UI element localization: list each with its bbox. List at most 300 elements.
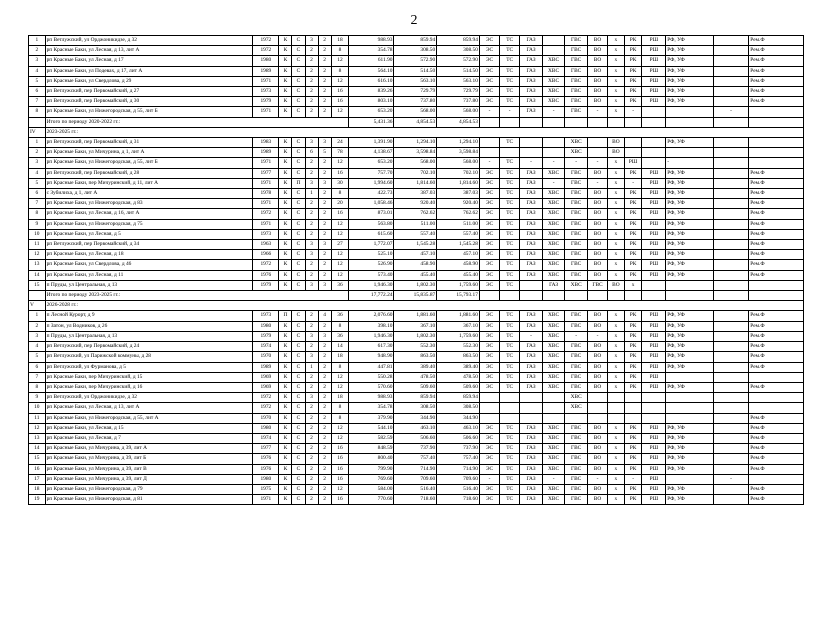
table-cell: ТС (500, 433, 520, 443)
table-cell: п Лесной Курорт, д 9 (45, 311, 253, 321)
table-cell: 2 (318, 270, 331, 280)
table-cell: - (542, 474, 565, 484)
table-cell (666, 393, 713, 403)
table-cell: РК (624, 433, 642, 443)
table-cell: х (608, 495, 625, 505)
table-cell (479, 117, 499, 127)
table-cell: 2 (318, 403, 331, 413)
table-cell: 557.40 (437, 229, 480, 239)
table-cell: 12 (29, 423, 46, 433)
table-cell: РК (624, 454, 642, 464)
table-cell: 2 (305, 46, 318, 56)
table-cell: 1,881.60 (437, 311, 480, 321)
table-cell: 568.00 (437, 107, 480, 117)
table-cell: РК (624, 270, 642, 280)
table-cell: - (479, 158, 499, 168)
table-cell: 1,946.30 (349, 331, 394, 341)
table-cell: 12 (331, 382, 349, 392)
table-cell: 2 (305, 474, 318, 484)
table-cell: - (666, 158, 713, 168)
table-cell: 511.00 (394, 219, 437, 229)
table-row (29, 423, 804, 433)
table-cell (624, 413, 642, 423)
table-row (29, 454, 804, 464)
table-cell: С (292, 393, 305, 403)
table-cell: 379.90 (349, 413, 394, 423)
table-cell: ТС (500, 423, 520, 433)
section-number: IV (29, 127, 46, 137)
table-cell: ГВС (565, 484, 588, 494)
table-cell: рп Красные Баки, ул Нижегородская, д 55, лит А (45, 413, 253, 423)
table-cell: 447.81 (349, 362, 394, 372)
table-cell: ХВС (542, 454, 565, 464)
table-cell: ГАЗ (520, 495, 543, 505)
table-cell (749, 148, 804, 158)
table-cell: х (608, 321, 625, 331)
table-cell: РК (624, 97, 642, 107)
table-cell: 526.90 (349, 260, 394, 270)
table-cell: ТС (500, 178, 520, 188)
table-cell: ГВС (565, 87, 588, 97)
page-number: 2 (410, 13, 418, 28)
table-cell: ГВС (565, 474, 588, 484)
table-cell: ХВС (542, 97, 565, 107)
table-cell (29, 291, 46, 301)
table-cell: РШ (642, 433, 666, 443)
table-row (29, 342, 804, 352)
table-cell: - (624, 474, 642, 484)
table-cell: С (292, 342, 305, 352)
table-cell: 36 (331, 331, 349, 341)
table-cell: ХВС (565, 280, 588, 290)
table-cell: х (608, 229, 625, 239)
table-cell (749, 280, 804, 290)
table-cell: РК (624, 495, 642, 505)
table-row (29, 362, 804, 372)
table-cell: РШ (642, 382, 666, 392)
table-cell: 36 (331, 311, 349, 321)
table-cell: 1989 (253, 66, 279, 76)
table-cell (520, 403, 543, 413)
table-cell: 1,545.28 (394, 240, 437, 250)
table-row (29, 260, 804, 270)
table-cell: 1971 (253, 158, 279, 168)
table-cell: РК (624, 36, 642, 46)
table-cell: рп Красные Баки, ул Нижегородская, д 75 (45, 219, 253, 229)
table-cell: 582.59 (349, 433, 394, 443)
table-cell: 557.40 (394, 229, 437, 239)
table-cell (666, 474, 713, 484)
table-cell: РФ, УФ (666, 342, 713, 352)
table-cell: ГАЗ (520, 484, 543, 494)
table-cell: Рем.Ф (749, 87, 804, 97)
table-cell: 2 (318, 158, 331, 168)
table-cell: 389.40 (394, 362, 437, 372)
table-cell: 611.90 (349, 56, 394, 66)
table-cell: 525.10 (349, 250, 394, 260)
table-row (29, 403, 804, 413)
table-cell: С (292, 76, 305, 86)
table-cell: 563.10 (394, 76, 437, 86)
table-cell: РШ (642, 240, 666, 250)
table-cell: 308.50 (437, 46, 480, 56)
table-cell: ЭС (479, 36, 499, 46)
table-cell: Рем.Ф (749, 76, 804, 86)
table-cell: рп Ветлужский, ул Орджоникидзе, д 32 (45, 393, 253, 403)
table-cell: ЭС (479, 382, 499, 392)
table-cell: 8 (331, 66, 349, 76)
table-cell: Рем.Ф (749, 56, 804, 66)
table-cell: РШ (642, 250, 666, 260)
table-cell: РШ (642, 321, 666, 331)
table-cell: РФ, УФ (666, 87, 713, 97)
table-cell: рп Красные Баки, ул Подевах, д 17, лит А (45, 66, 253, 76)
table-cell: К (279, 362, 292, 372)
table-cell: 1 (29, 138, 46, 148)
table-cell: х (608, 76, 625, 86)
period-total-value: 17,772.24 (349, 291, 394, 301)
table-cell: - (542, 178, 565, 188)
table-cell: - (500, 107, 520, 117)
table-cell: 3 (318, 240, 331, 250)
table-cell: РФ, УФ (666, 464, 713, 474)
table-row (29, 484, 804, 494)
table-cell: ХВС (542, 372, 565, 382)
table-cell: ЭС (479, 229, 499, 239)
table-cell: 737.90 (394, 444, 437, 454)
table-cell: Рем.Ф (749, 46, 804, 56)
table-cell: С (292, 209, 305, 219)
table-cell: 457.10 (394, 250, 437, 260)
table-cell: ЭС (479, 260, 499, 270)
table-cell: К (279, 423, 292, 433)
table-cell (542, 117, 565, 127)
table-cell: Рем.Ф (749, 362, 804, 372)
table-cell: ГАЗ (520, 209, 543, 219)
table-row (29, 464, 804, 474)
table-cell: РК (624, 444, 642, 454)
table-cell: ЭС (479, 270, 499, 280)
table-cell: ХВС (565, 403, 588, 413)
table-cell: ЭС (479, 454, 499, 464)
table-cell: 12 (331, 433, 349, 443)
table-cell: 9 (29, 393, 46, 403)
table-cell: 1971 (253, 76, 279, 86)
table-cell: ЭС (479, 199, 499, 209)
table-cell: 8 (331, 403, 349, 413)
table-cell: 1973 (253, 311, 279, 321)
table-cell: РШ (642, 464, 666, 474)
table-cell: 2 (318, 454, 331, 464)
table-cell: Рем.Ф (749, 495, 804, 505)
period-total-value: 15,793.17 (437, 291, 480, 301)
table-cell: рп Красные Баки, пер Мичуринский, д 16 (45, 382, 253, 392)
table-cell: 1989 (253, 148, 279, 158)
table-cell: ГАЗ (520, 423, 543, 433)
table-cell: К (279, 240, 292, 250)
table-cell: С (292, 36, 305, 46)
table-cell: РФ, УФ (666, 66, 713, 76)
table-cell: ВО (587, 444, 607, 454)
table-cell (479, 148, 499, 158)
table-cell: ЭС (479, 178, 499, 188)
table-cell: рп Красные Баки, ул Нижегородская, д 55, лит Б (45, 158, 253, 168)
table-cell: ХВС (565, 393, 588, 403)
table-cell: 16 (331, 464, 349, 474)
table-cell: 718.60 (394, 495, 437, 505)
table-cell: С (292, 454, 305, 464)
table-cell: ТС (500, 158, 520, 168)
table-cell: 6 (29, 362, 46, 372)
table-cell: Рем.Ф (749, 199, 804, 209)
table-cell: С (292, 311, 305, 321)
table-cell: 6 (29, 189, 46, 199)
table-cell: рп Красные Баки, ул Нижегородская, д 83 (45, 199, 253, 209)
table-cell: Рем.Ф (749, 423, 804, 433)
table-cell: с Зубилиха, д 1, лит А (45, 189, 253, 199)
table-cell: РШ (642, 270, 666, 280)
table-cell: ТС (500, 87, 520, 97)
table-cell: рп Красные Баки, ул Лесная, д 16, лит А (45, 209, 253, 219)
table-cell: 2 (305, 107, 318, 117)
table-cell: 12 (331, 107, 349, 117)
table-cell: РШ (642, 178, 666, 188)
table-cell: 2 (305, 87, 318, 97)
table-cell: 859.94 (394, 393, 437, 403)
table-cell: Рем.Ф (749, 433, 804, 443)
table-cell (713, 76, 749, 86)
table-cell: 718.60 (437, 495, 480, 505)
table-cell (642, 393, 666, 403)
table-cell: РШ (642, 362, 666, 372)
table-cell: ХВС (542, 362, 565, 372)
table-cell (624, 117, 642, 127)
table-cell: 757.40 (394, 454, 437, 464)
table-cell: 24 (331, 138, 349, 148)
table-cell: ЭС (479, 484, 499, 494)
table-cell: 2 (318, 372, 331, 382)
table-cell: К (279, 56, 292, 66)
table-row (29, 219, 804, 229)
table-cell: 12 (331, 260, 349, 270)
table-cell: рп Красные Баки, ул Лесная, д 13, лит А (45, 46, 253, 56)
table-cell: 1972 (253, 209, 279, 219)
table-cell (713, 433, 749, 443)
table-cell: 552.30 (437, 342, 480, 352)
table-cell: 78 (331, 148, 349, 158)
table-cell: х (608, 372, 625, 382)
table-cell: РШ (642, 331, 666, 341)
table-cell: 12 (331, 484, 349, 494)
table-cell: РШ (642, 219, 666, 229)
table-cell: 3 (29, 158, 46, 168)
period-total-row (29, 291, 804, 301)
table-cell: РШ (624, 158, 642, 168)
table-cell (666, 148, 713, 158)
table-cell: 737.80 (394, 97, 437, 107)
table-cell (587, 148, 607, 158)
table-cell: 2 (305, 56, 318, 66)
table-cell: 769.60 (349, 474, 394, 484)
table-cell (642, 280, 666, 290)
table-cell: С (292, 362, 305, 372)
table-cell: 12 (331, 250, 349, 260)
table-cell: ГВС (565, 107, 588, 117)
table-cell: Рем.Ф (749, 270, 804, 280)
table-cell: ГАЗ (520, 260, 543, 270)
table-cell: 2 (305, 413, 318, 423)
table-cell: 1,802.30 (394, 280, 437, 290)
table-cell: ХВС (542, 250, 565, 260)
table-cell (749, 393, 804, 403)
table-cell: х (608, 250, 625, 260)
table-cell: К (279, 270, 292, 280)
table-cell (542, 393, 565, 403)
table-cell: РФ, УФ (666, 362, 713, 372)
table-cell: К (279, 433, 292, 443)
table-cell: 8 (331, 413, 349, 423)
table-cell (713, 280, 749, 290)
table-cell: - (479, 474, 499, 484)
table-cell: 387.03 (394, 189, 437, 199)
table-cell (479, 291, 499, 301)
table-cell: 1970 (253, 413, 279, 423)
table-cell: ХВС (542, 87, 565, 97)
table-cell: ГВС (565, 209, 588, 219)
table-cell (520, 291, 543, 301)
table-cell: 16 (331, 97, 349, 107)
table-cell: ГАЗ (520, 76, 543, 86)
table-cell: х (608, 46, 625, 56)
table-cell: РФ, УФ (666, 229, 713, 239)
table-cell: С (292, 138, 305, 148)
table-cell: РК (624, 321, 642, 331)
table-cell: 2 (305, 311, 318, 321)
table-cell (713, 158, 749, 168)
table-cell: ЭС (479, 311, 499, 321)
table-cell: х (608, 189, 625, 199)
table-cell: РШ (642, 372, 666, 382)
table-cell: ЭС (479, 352, 499, 362)
table-cell: С (292, 403, 305, 413)
table-cell: 1,391.90 (349, 138, 394, 148)
table-cell: 3 (305, 36, 318, 46)
table-cell (713, 260, 749, 270)
table-cell: 729.79 (437, 87, 480, 97)
table-cell: рп Красные Баки, ул Лесная, д 13, лит А (45, 403, 253, 413)
table-cell: 1,759.60 (437, 331, 480, 341)
table-cell: ТС (500, 372, 520, 382)
table-cell: 18 (331, 393, 349, 403)
table-row (29, 311, 804, 321)
table-cell (749, 474, 804, 484)
table-cell: 516.40 (394, 484, 437, 494)
table-cell: РК (624, 199, 642, 209)
table-cell: РК (624, 423, 642, 433)
table-cell (713, 464, 749, 474)
table-cell: 5 (318, 148, 331, 158)
table-cell: Рем.Ф (749, 229, 804, 239)
table-cell: рп Ветлужский, ул Фурманова, д 5 (45, 362, 253, 372)
table-cell: ТС (500, 270, 520, 280)
table-cell: рп Красные Баки, ул Нижегородская, д 55, лит Б (45, 107, 253, 117)
table-cell: С (292, 382, 305, 392)
table-cell: 1,294.10 (437, 138, 480, 148)
table-cell: ХВС (542, 199, 565, 209)
table-cell: Рем.Ф (749, 311, 804, 321)
table-cell: рп Ветлужский, пер Первомайский, д 31 (45, 138, 253, 148)
table-cell: 12 (331, 372, 349, 382)
table-cell: ВО (587, 454, 607, 464)
period-section-row (29, 127, 804, 137)
table-cell: Рем.Ф (749, 331, 804, 341)
table-cell: 1,772.07 (349, 240, 394, 250)
table-cell: ТС (500, 474, 520, 484)
table-cell: ГАЗ (520, 464, 543, 474)
table-cell: рп Красные Баки, ул Лесная, д 15 (45, 423, 253, 433)
table-cell: К (279, 321, 292, 331)
table-cell: х (608, 199, 625, 209)
table-cell (666, 403, 713, 413)
table-cell (642, 138, 666, 148)
table-cell: 2 (305, 423, 318, 433)
table-cell: К (279, 352, 292, 362)
period-total-label: Итого по периоду 2023-2025 гг.: (45, 291, 349, 301)
table-cell: К (279, 199, 292, 209)
section-label: 2026-2028 гг.: (45, 301, 803, 311)
table-cell: Рем.Ф (749, 382, 804, 392)
table-cell: П (292, 178, 305, 188)
table-cell: 1976 (253, 454, 279, 464)
table-cell: ВО (587, 189, 607, 199)
table-cell: ЭС (479, 219, 499, 229)
table-cell: ТС (500, 240, 520, 250)
table-cell: 653.20 (349, 158, 394, 168)
table-cell (479, 138, 499, 148)
table-cell (587, 393, 607, 403)
table-cell: 11 (29, 413, 46, 423)
table-row (29, 229, 804, 239)
table-cell: К (279, 229, 292, 239)
table-cell: ВО (587, 382, 607, 392)
table-cell: К (279, 87, 292, 97)
table-cell: 1,294.10 (394, 138, 437, 148)
table-cell: х (608, 331, 625, 341)
table-cell (520, 117, 543, 127)
table-cell: х (608, 464, 625, 474)
table-cell: рп Красные Баки, ул Мичурина, д 39, лит В (45, 464, 253, 474)
table-cell: 1974 (253, 433, 279, 443)
table-cell: 1972 (253, 260, 279, 270)
table-cell (587, 117, 607, 127)
table-cell: К (279, 413, 292, 423)
table-cell: 2 (305, 342, 318, 352)
table-cell: К (279, 168, 292, 178)
table-cell: 550.28 (349, 372, 394, 382)
table-cell: рп Красные Баки, ул Лесная, д 7 (45, 433, 253, 443)
table-cell: 2 (318, 423, 331, 433)
table-cell: ВО (587, 66, 607, 76)
table-cell: ХВС (542, 444, 565, 454)
table-cell (713, 66, 749, 76)
table-cell: 12 (331, 270, 349, 280)
table-cell: РК (624, 362, 642, 372)
table-cell: РШ (642, 87, 666, 97)
table-cell: 1,058.46 (349, 199, 394, 209)
table-cell: 354.78 (349, 403, 394, 413)
table-cell: 2 (305, 76, 318, 86)
table-cell: 2 (318, 321, 331, 331)
